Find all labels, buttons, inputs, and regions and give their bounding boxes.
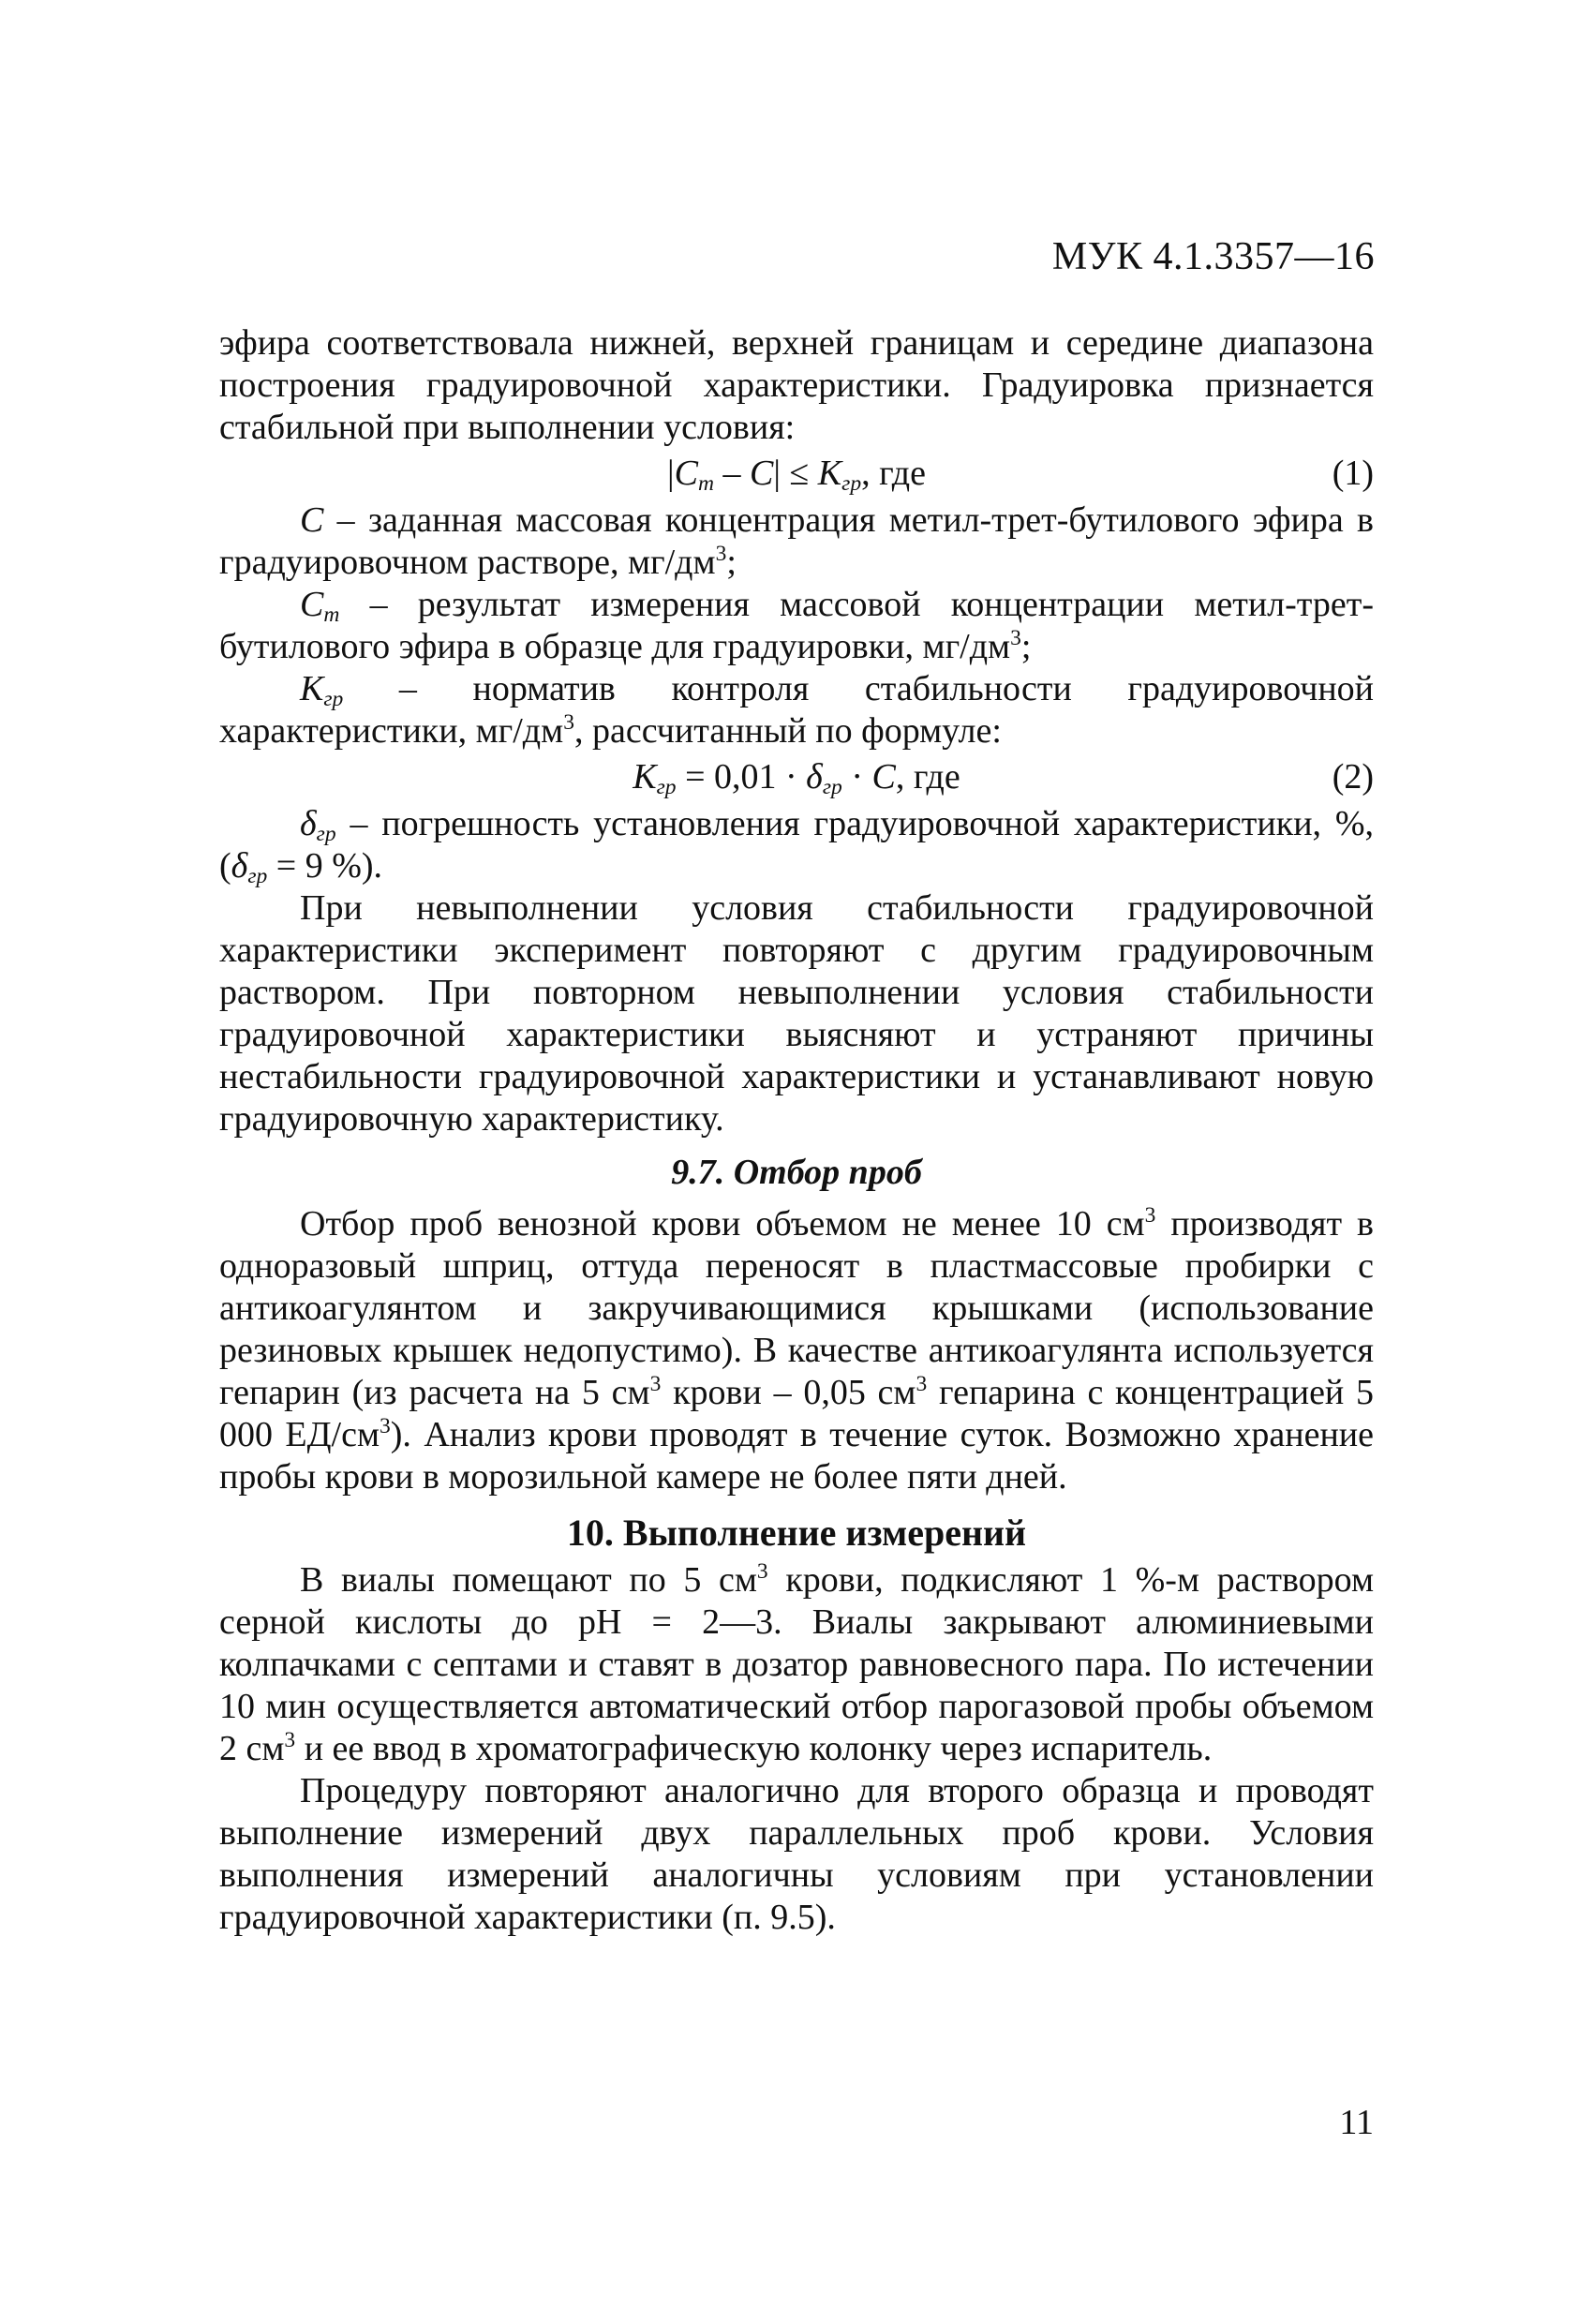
repeat-paragraph: Процедуру повторяют аналогично для второго образца и проводят выполнение измерений двух параллельных проб крови. Условия выполнения измерений аналогичны условиям при установлении градуировочной характеристики (п. 9.5). <box>219 1771 1374 1937</box>
formula-1 <box>219 453 1374 499</box>
formula-1-expression: $|C_т - C| \le K_{гр}$, где <box>666 454 927 496</box>
page-number: 11 <box>1339 2103 1374 2142</box>
sampling-paragraph: Отбор проб венозной крови объемом не менее 10 $см^3$ производят в одноразовый шприц, оттуда переносят в пластмассовые пробирки с антикоагулянтом и закручивающимися крышками (использование резиновых крышек недопустимо). В качестве антикоагулянта используется гепарин (из расчета на 5 $см^3$ крови – 0,05 $см^3$ гепарина с концентрацией 5 000 $ЕД/см^3$). Анализ крови проводят в течение суток. Возможно хранение пробы крови в морозильной камере не более пяти дней. <box>219 1202 1375 1497</box>
intro-paragraph: эфира соответствовала нижней, верхней границам и середине диапазона построения градуировочной характеристики. Градуировка признается стабильной при выполнении условия: <box>219 323 1374 447</box>
definition-c: C – заданная массовая концентрация метил-трет-бутилового эфира в градуировочном растворе, $мг/дм^3$; <box>219 500 1374 582</box>
formula-1-number: (1) <box>1332 454 1374 493</box>
definition-k: $K_{гр}$ – норматив контроля стабильности градуировочной характеристики, $мг/дм^3$, рассчитанный по формуле: <box>219 669 1374 751</box>
document-code: МУК 4.1.3357—16 <box>1051 235 1375 278</box>
formula-2-number: (2) <box>1332 757 1374 797</box>
formula-2 <box>219 756 1374 803</box>
vials-paragraph: В виалы помещают по 5 $см^3$ крови, подкисляют 1 %-м раствором серной кислоты до pH = 2—3. Виалы закрывают алюминиевыми колпачками с септами и ставят в дозатор равновесного пара. По истечении 10 мин осуществляется автоматический отбор парогазовой пробы объемом 2 $см^3$ и ее ввод в хроматографическую колонку через испаритель. <box>219 1558 1374 1768</box>
section-title-10: 10. Выполнение измерений <box>566 1512 1027 1554</box>
subsection-title-9-7: 9.7. Отбор проб <box>671 1153 922 1192</box>
formula-2-expression: $K_{гр} = 0,01 \cdot \delta_{гр} \cdot C$, где <box>633 757 960 799</box>
instability-paragraph: При невыполнении условия стабильности градуировочной характеристики эксперимент повторяют с другим градуировочным раствором. При повторном невыполнении условия стабильности градуировочной характеристики выясняют и устраняют причины нестабильности градуировочной характеристики и устанавливают новую градуировочную характеристику. <box>219 888 1374 1139</box>
document-body <box>219 322 1374 1939</box>
definition-delta: $\delta_{гр}$ – погрешность установления градуировочной характеристики, %, ($\delta_{гр} = 9$ %). <box>219 804 1374 888</box>
definition-ct: $C_т$ – результат измерения массовой концентрации метил-трет-бутилового эфира в образце для градуировки, $мг/дм^3$; <box>219 585 1374 666</box>
